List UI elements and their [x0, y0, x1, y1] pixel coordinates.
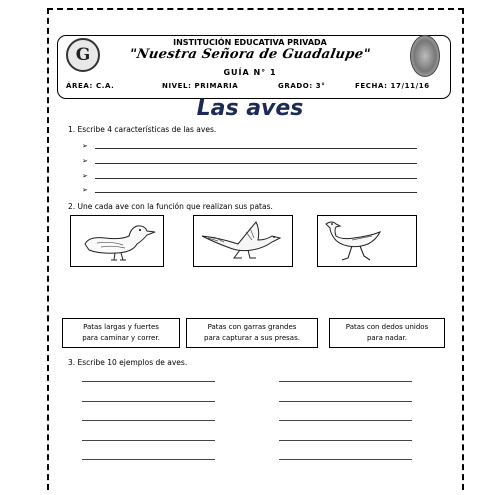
example-line[interactable]: [82, 401, 215, 402]
question-2: 2. Une cada ave con la función que realizan sus patas.: [68, 202, 273, 211]
function-1-line1: Patas largas y fuertes: [83, 323, 159, 331]
area-label: ÁREA: C.A.: [66, 82, 115, 90]
guide-number: GUÍA N° 1: [223, 68, 277, 77]
grade-label: GRADO: 3°: [278, 82, 326, 90]
level-label: NIVEL: PRIMARIA: [162, 82, 239, 90]
duck-picture: [70, 215, 164, 267]
institution-label: INSTITUCIÓN EDUCATIVA PRIVADA: [173, 38, 327, 47]
example-line[interactable]: [82, 381, 215, 382]
function-box-1[interactable]: [62, 318, 180, 348]
example-line[interactable]: [279, 440, 412, 441]
eagle-picture: [193, 215, 293, 267]
date-label: FECHA: 17/11/16: [355, 82, 430, 90]
bullet-4: ➢: [82, 186, 88, 194]
function-2-line1: Patas con garras grandes: [207, 323, 297, 331]
answer-line[interactable]: [95, 192, 417, 193]
example-line[interactable]: [279, 381, 412, 382]
eagle-icon: [194, 216, 292, 266]
duck-icon: [71, 216, 163, 266]
page-title: Las aves: [196, 96, 304, 121]
function-box-2[interactable]: [186, 318, 318, 348]
ostrich-picture: [317, 215, 417, 267]
function-3-line1: Patas con dedos unidos: [345, 323, 429, 331]
school-name: "Nuestra Señora de Guadalupe": [128, 47, 372, 62]
question-1: 1. Escribe 4 características de las aves.: [68, 125, 217, 134]
bullet-1: ➢: [82, 142, 88, 150]
example-line[interactable]: [279, 459, 412, 460]
example-line[interactable]: [82, 420, 215, 421]
ostrich-icon: [318, 216, 416, 266]
function-box-3[interactable]: [329, 318, 445, 348]
example-line[interactable]: [82, 440, 215, 441]
example-line[interactable]: [279, 401, 412, 402]
answer-line[interactable]: [95, 178, 417, 179]
answer-line[interactable]: [95, 163, 417, 164]
example-line[interactable]: [82, 459, 215, 460]
function-1-line2: para caminar y correr.: [82, 334, 160, 342]
question-3: 3. Escribe 10 ejemplos de aves.: [68, 358, 188, 367]
function-3-line2: para nadar.: [366, 334, 408, 342]
example-line[interactable]: [279, 420, 412, 421]
function-2-line2: para capturar a sus presas.: [204, 334, 300, 342]
answer-line[interactable]: [95, 148, 417, 149]
virgin-image-icon: [410, 35, 440, 77]
logo-letter: G: [75, 45, 91, 65]
bullet-2: ➢: [82, 157, 88, 165]
bullet-3: ➢: [82, 172, 88, 180]
school-logo-icon: [66, 38, 100, 72]
